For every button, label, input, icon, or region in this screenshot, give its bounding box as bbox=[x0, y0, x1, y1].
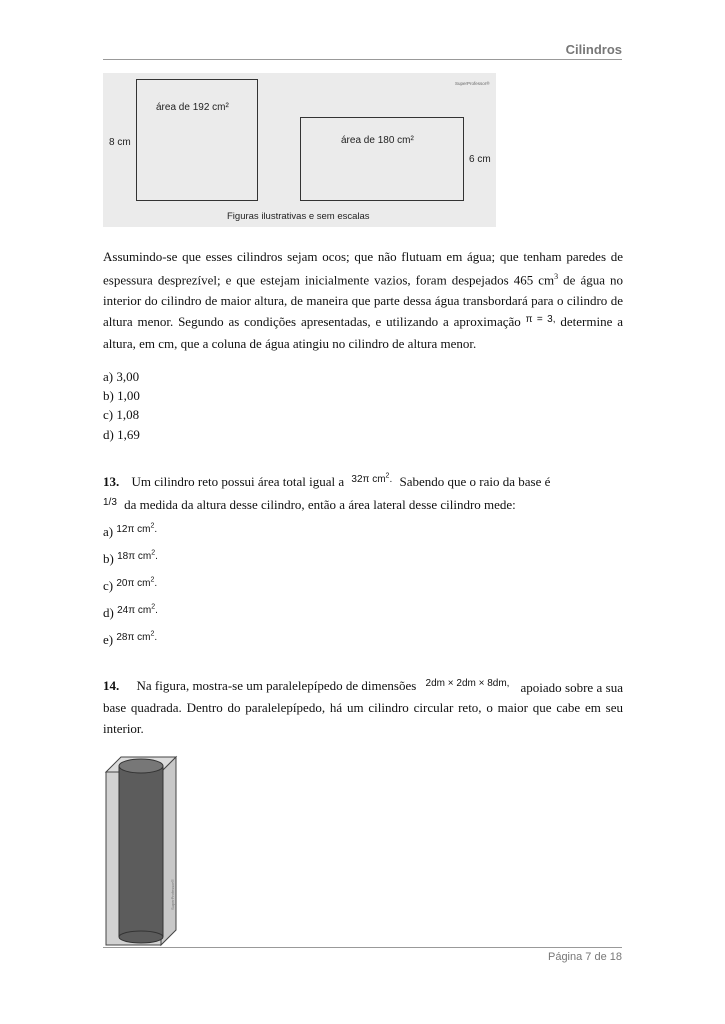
q13-option-b: b) $^{18\pi cm^2.}$ bbox=[103, 549, 158, 566]
figure-caption: Figuras ilustrativas e sem escalas bbox=[227, 211, 370, 222]
figure2-watermark: SuperProfessor® bbox=[170, 879, 175, 910]
header-title: Cilindros bbox=[565, 42, 622, 57]
page-number: Página 7 de 18 bbox=[547, 951, 622, 963]
q13-number: 13. bbox=[103, 474, 120, 489]
cylinder-body bbox=[119, 766, 163, 937]
q12-option-a: a) 3,00 bbox=[103, 369, 140, 384]
height-label-6cm: 6 cm bbox=[469, 154, 491, 165]
height-label-8cm: 8 cm bbox=[109, 137, 131, 148]
square-face bbox=[136, 79, 258, 201]
cylinder-bottom bbox=[119, 931, 163, 943]
footer-divider bbox=[103, 947, 622, 948]
figure-cylinder-faces bbox=[103, 73, 496, 227]
parallelepiped-cylinder-figure bbox=[103, 752, 183, 948]
rectangle-face bbox=[300, 117, 464, 201]
square-area-label: área de 192 cm² bbox=[156, 102, 229, 113]
q13-line-1: 13. Um cilindro reto possui área total igual a $^{32\pi cm^2.}$ Sabendo que o raio da base é bbox=[103, 472, 551, 489]
rectangle-area-label: área de 180 cm² bbox=[341, 135, 414, 146]
q13-line-2: $^{1/3}$ da medida da altura desse cilindro, então a área lateral desse cilindro mede: bbox=[103, 497, 516, 512]
q13-option-c: c) $^{20\pi cm^2.}$ bbox=[103, 576, 158, 593]
q13-option-a: a) $^{12\pi cm^2.}$ bbox=[103, 522, 158, 539]
q13-fraction: 1/3 bbox=[103, 497, 117, 508]
q13-option-d: d) $^{24\pi cm^2.}$ bbox=[103, 603, 158, 620]
q12-option-c: c) 1,08 bbox=[103, 407, 140, 422]
header-divider bbox=[103, 59, 622, 60]
q14-statement: apoiado sobre a sua base quadrada. Dentro do paralelepípedo, há um cilindro circular reto, o maior que cabe em seu interior. bbox=[103, 680, 624, 736]
figure-watermark: SuperProfessor® bbox=[455, 81, 490, 86]
cylinder-top bbox=[119, 759, 163, 773]
q14-dimensions: 2dm × 2dm × 8dm, bbox=[425, 678, 510, 689]
q13-area-value: 32π cm2. bbox=[351, 472, 393, 485]
q13-option-e: e) $^{28\pi cm^2.}$ bbox=[103, 630, 158, 647]
q12-option-b: b) 1,00 bbox=[103, 388, 140, 403]
pi-approximation: π = 3, bbox=[525, 313, 556, 325]
q14-number: 14. bbox=[103, 678, 120, 693]
q12-statement: Assumindo-se que esses cilindros sejam ocos; que não flutuam em água; que tenham paredes de espessura desprezível; e que estejam inicialmente vazios, foram despejados 465 $cm^3$ de água no interior do cilindro de maior altura, de maneira que parte dessa água transbordará para o cilindro de altura menor. Segundo as condições apresentadas, e utilizando a aproximação $^{\pi = 3,}$ determine a altura, em cm, que a coluna de água atingiu no cilindro de altura menor. bbox=[103, 249, 623, 351]
q14-line-1: 14. Na figura, mostra-se um paralelepípedo de dimensões $^{2dm \times 2dm \times 8dm,}$ bbox=[103, 678, 510, 693]
q12-option-d: d) 1,69 bbox=[103, 427, 140, 442]
